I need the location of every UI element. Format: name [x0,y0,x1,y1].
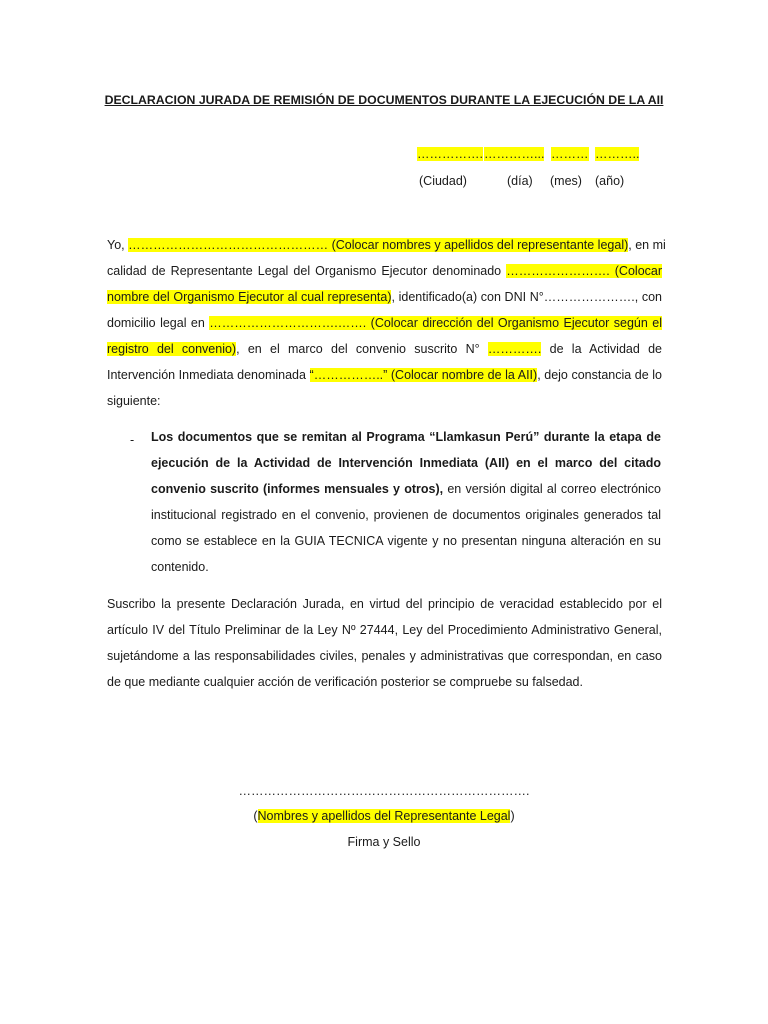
year-blank: ……….. [595,147,640,161]
document-title: DECLARACION JURADA DE REMISIÓN DE DOCUMENTOS DURANTE LA EJECUCIÓN DE LA AII [104,93,664,107]
address-placeholder: ………………………….……. (Colocar dirección del Organismo Ejecutor según el [209,316,662,330]
paragraph-line: Suscribo la presente Declaración Jurada, en virtud del principio de veracidad establecido por el [107,597,662,611]
organism-name-placeholder-cont: nombre del Organismo Ejecutor al cual representa) [107,290,392,304]
paragraph-line: artículo IV del Título Preliminar de la Ley Nº 27444, Ley del Procedimiento Administrativo General, [107,623,662,637]
day-label: (día) [507,174,533,188]
bullet-line: ejecución de la Actividad de Intervención Inmediata (AII) en el marco del citado [151,456,661,470]
bullet-line: convenio suscrito (informes mensuales y otros), en versión digital al correo electrónico [151,482,661,496]
bullet-line: contenido. [151,560,209,574]
paragraph-line: sujetándome a las responsabilidades civiles, penales y administrativas que correspondan, en caso [107,649,662,663]
signature-name: (Nombres y apellidos del Representante Legal) [253,809,515,823]
paragraph-line: nombre del Organismo Ejecutor al cual representa), identificado(a) con DNI N°…………………., con [107,290,662,304]
year-label: (año) [595,174,625,188]
city-label: (Ciudad) [419,174,467,188]
paragraph-line: calidad de Representante Legal del Organismo Ejecutor denominado ……………………. (Colocar [107,264,663,278]
representative-name-field: Nombres y apellidos del Representante Legal [257,809,511,823]
bullet-line: institucional registrado en el convenio, provienen de documentos originales generados tal [151,508,661,522]
city-blank: ……………. [417,147,483,161]
paragraph-line: de que mediante cualquier acción de verificación posterior se compruebe su falsedad. [107,675,583,689]
month-label: (mes) [550,174,582,188]
paragraph-line: siguiente: [107,394,161,408]
representative-name-placeholder: ………………………………………… (Colocar nombres y apellidos del representante legal) [128,238,629,252]
bullet-line: Los documentos que se remitan al Programa “Llamkasun Perú” durante la etapa de [151,430,661,444]
paragraph-line: Intervención Inmediata denominada “……………..” (Colocar nombre de la AII), dejo constancia de lo [107,368,663,382]
aii-name-placeholder: “……………..” (Colocar nombre de la AII) [309,368,538,382]
signature-line: ……………………………………………………………. [238,784,530,798]
paragraph-line: registro del convenio), en el marco del convenio suscrito N° …………. de la Actividad de [107,342,662,356]
agreement-number-placeholder: …………. [487,342,542,356]
paragraph-line: Yo, ………………………………………… (Colocar nombres y apellidos del representante legal), en mi [107,238,666,252]
address-placeholder-cont: registro del convenio) [107,342,237,356]
organism-name-placeholder: ……………………. (Colocar [506,264,663,278]
bullet-line: como se establece en la GUIA TECNICA vigente y no presentan ninguna alteración en su [151,534,661,548]
bullet-dash: - [130,433,135,447]
paragraph-line: domicilio legal en ………………………….……. (Colocar dirección del Organismo Ejecutor según el [107,316,662,330]
day-blank: …………... [484,147,545,161]
month-blank: ……… [551,147,589,161]
signature-caption: Firma y Sello [347,835,421,849]
